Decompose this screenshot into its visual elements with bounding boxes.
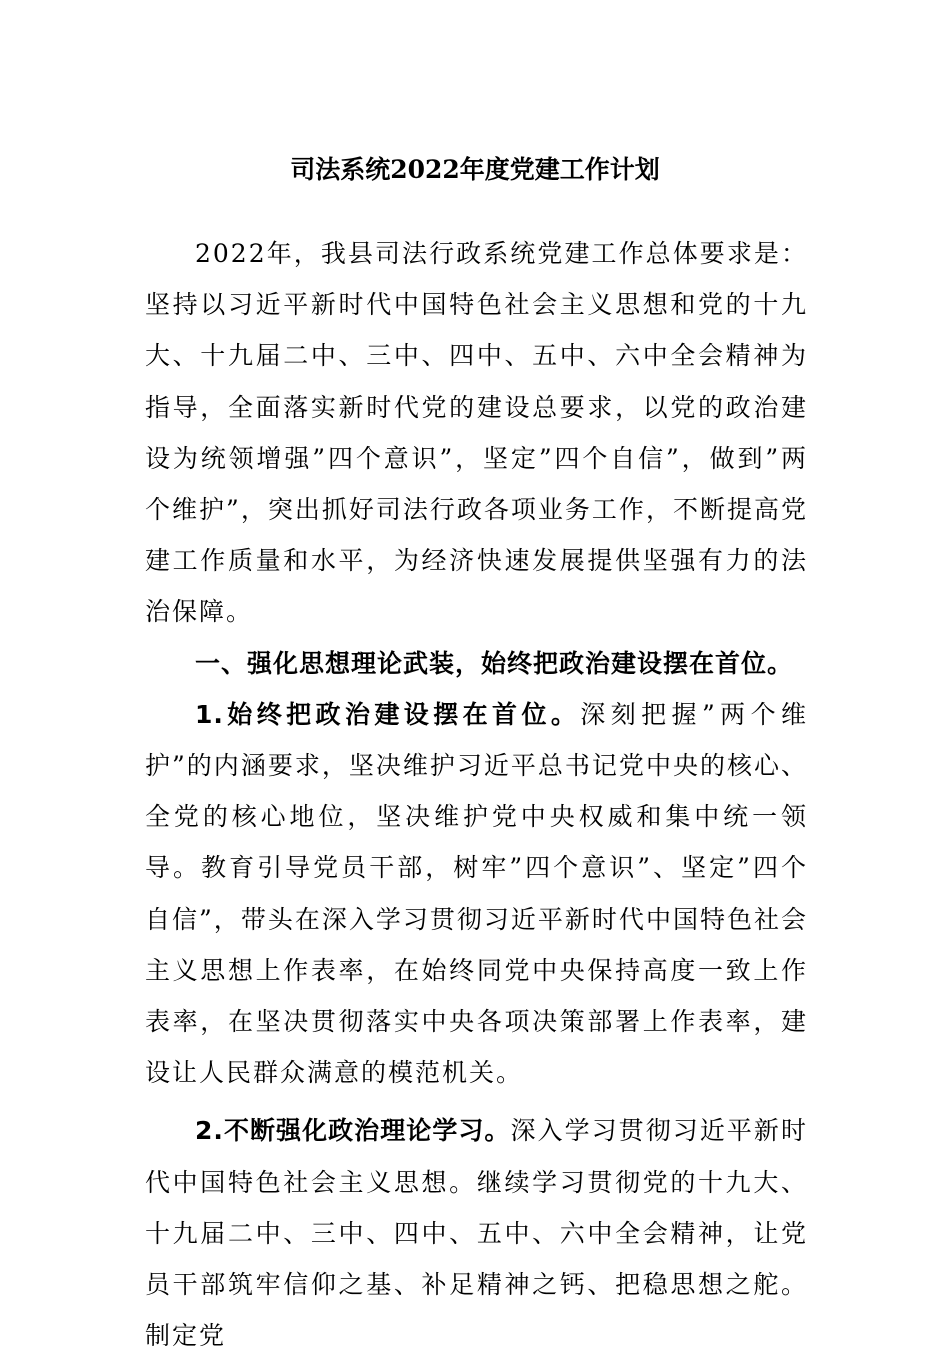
- intro-paragraph: 2022年，我县司法行政系统党建工作总体要求是：坚持以习近平新时代中国特色社会主义思想和党的十九大、十九届二中、三中、四中、五中、六中全会精神为指导，全面落实新时代党的建设总要求，以党的政治建设为统领增强”四个意识”，坚定”四个自信”，做到”两个维护”，突出抓好司法行政各项业务工作，不断提高党建工作质量和水平，为经济快速发展提供坚强有力的法治保障。: [145, 239, 808, 627]
- document-body: [145, 228, 808, 1361]
- item-1-text: 深刻把握”两个维护”的内涵要求，坚决维护习近平总书记党中央的核心、全党的核心地位，坚决维护党中央权威和集中统一领导。教育引导党员干部，树牢”四个意识”、坚定”四个自信”，带头在深入学习贯彻习近平新时代中国特色社会主义思想上作表率，在始终同党中央保持高度一致上作表率，在坚决贯彻落实中央各项决策部署上作表率，建设让人民群众满意的模范机关。: [145, 699, 808, 1088]
- section-1-heading: 一、强化思想理论武装，始终把政治建设摆在首位。: [195, 648, 794, 678]
- item-1-lead: 1.始终把政治建设摆在首位。: [195, 699, 581, 729]
- item-2-paragraph: [145, 1105, 808, 1361]
- item-2-lead: 2.不断强化政治理论学习。: [195, 1116, 511, 1146]
- paragraph-spacer: [145, 1098, 808, 1105]
- item-1-paragraph: [145, 689, 808, 1099]
- document-title: 司法系统2022年度党建工作计划: [290, 155, 660, 184]
- item-2-text: 深入学习贯彻习近平新时代中国特色社会主义思想。继续学习贯彻党的十九大、十九届二中、三中、四中、五中、六中全会精神，让党员干部筑牢信仰之基、补足精神之钙、把稳思想之舵。制定党: [145, 1116, 808, 1351]
